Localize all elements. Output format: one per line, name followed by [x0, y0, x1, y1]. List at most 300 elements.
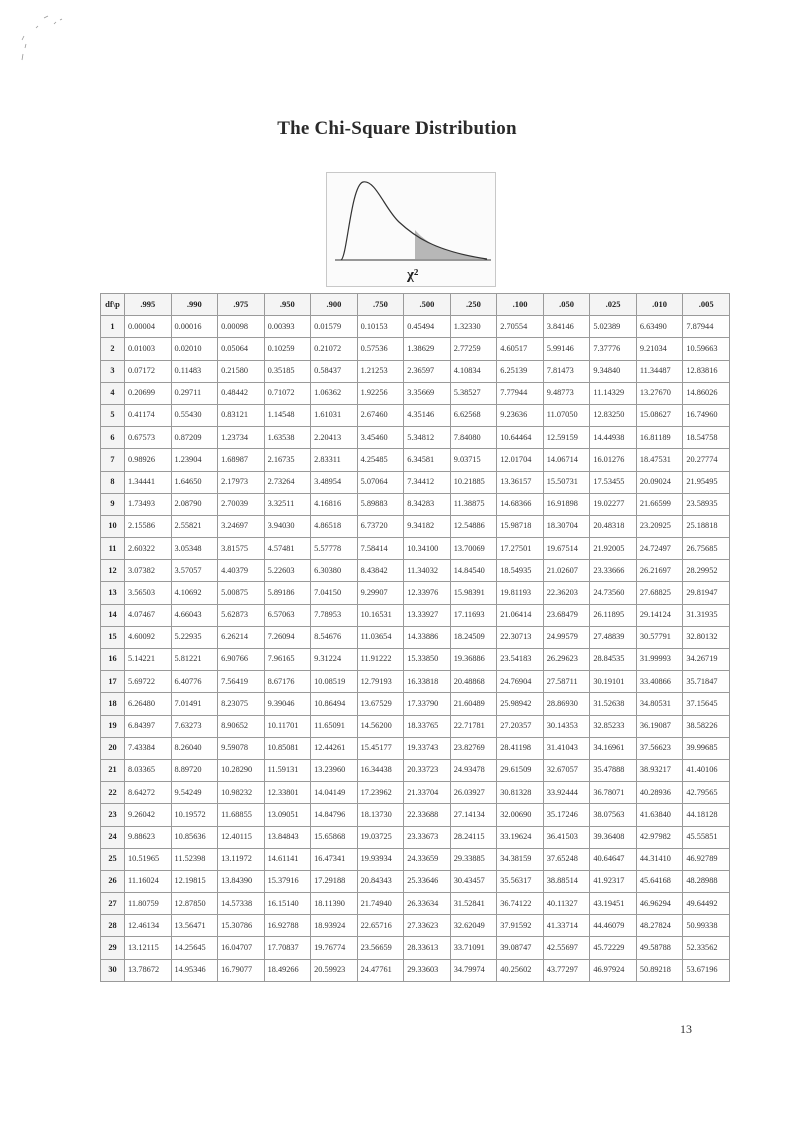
- critical-value-cell: 49.64492: [683, 893, 730, 915]
- table-row: [101, 782, 730, 804]
- critical-value-cell: 34.26719: [683, 649, 730, 671]
- critical-value-cell: 5.89883: [357, 493, 404, 515]
- df-cell: 14: [101, 604, 125, 626]
- critical-value-cell: 23.20925: [636, 515, 683, 537]
- critical-value-cell: 33.19624: [497, 826, 544, 848]
- critical-value-cell: 0.21072: [311, 338, 358, 360]
- critical-value-cell: 6.62568: [450, 404, 497, 426]
- critical-value-cell: 4.60517: [497, 338, 544, 360]
- critical-value-cell: 13.84390: [218, 870, 265, 892]
- critical-value-cell: 1.06362: [311, 382, 358, 404]
- table-row: [101, 715, 730, 737]
- critical-value-cell: 32.80132: [683, 626, 730, 648]
- critical-value-cell: 35.17246: [543, 804, 590, 826]
- critical-value-cell: 31.31935: [683, 604, 730, 626]
- critical-value-cell: 21.33704: [404, 782, 451, 804]
- critical-value-cell: 42.79565: [683, 782, 730, 804]
- critical-value-cell: 10.21885: [450, 471, 497, 493]
- critical-value-cell: 39.08747: [497, 937, 544, 959]
- critical-value-cell: 12.83816: [683, 360, 730, 382]
- critical-value-cell: 16.33818: [404, 671, 451, 693]
- critical-value-cell: 20.27774: [683, 449, 730, 471]
- critical-value-cell: 46.92789: [683, 848, 730, 870]
- df-cell: 17: [101, 671, 125, 693]
- critical-value-cell: 8.90652: [218, 715, 265, 737]
- column-header-p: .025: [590, 294, 637, 316]
- critical-value-cell: 43.19451: [590, 893, 637, 915]
- critical-value-cell: 15.50731: [543, 471, 590, 493]
- critical-value-cell: 15.45177: [357, 737, 404, 759]
- critical-value-cell: 31.41043: [543, 737, 590, 759]
- critical-value-cell: 5.69722: [125, 671, 172, 693]
- df-cell: 3: [101, 360, 125, 382]
- critical-value-cell: 3.24697: [218, 515, 265, 537]
- critical-value-cell: 2.36597: [404, 360, 451, 382]
- df-cell: 5: [101, 404, 125, 426]
- critical-value-cell: 29.61509: [497, 759, 544, 781]
- critical-value-cell: 32.00690: [497, 804, 544, 826]
- critical-value-cell: 10.85081: [264, 737, 311, 759]
- critical-value-cell: 3.48954: [311, 471, 358, 493]
- critical-value-cell: 19.67514: [543, 538, 590, 560]
- table-row: [101, 427, 730, 449]
- critical-value-cell: 14.68366: [497, 493, 544, 515]
- critical-value-cell: 44.46079: [590, 915, 637, 937]
- critical-value-cell: 16.79077: [218, 959, 265, 981]
- critical-value-cell: 12.87850: [171, 893, 218, 915]
- critical-value-cell: 3.45460: [357, 427, 404, 449]
- critical-value-cell: 18.54935: [497, 560, 544, 582]
- critical-value-cell: 23.54183: [497, 649, 544, 671]
- critical-value-cell: 30.81328: [497, 782, 544, 804]
- critical-value-cell: 12.33801: [264, 782, 311, 804]
- critical-value-cell: 9.54249: [171, 782, 218, 804]
- critical-value-cell: 2.70039: [218, 493, 265, 515]
- critical-value-cell: 9.59078: [218, 737, 265, 759]
- chi-square-curve-figure: [326, 172, 496, 287]
- critical-value-cell: 13.78672: [125, 959, 172, 981]
- critical-value-cell: 11.80759: [125, 893, 172, 915]
- critical-value-cell: 3.56503: [125, 582, 172, 604]
- critical-value-cell: 16.15140: [264, 893, 311, 915]
- critical-value-cell: 17.53455: [590, 471, 637, 493]
- critical-value-cell: 13.70069: [450, 538, 497, 560]
- critical-value-cell: 53.67196: [683, 959, 730, 981]
- critical-value-cell: 0.98926: [125, 449, 172, 471]
- df-cell: 24: [101, 826, 125, 848]
- critical-value-cell: 12.19815: [171, 870, 218, 892]
- critical-value-cell: 41.40106: [683, 759, 730, 781]
- critical-value-cell: 4.35146: [404, 404, 451, 426]
- critical-value-cell: 3.57057: [171, 560, 218, 582]
- critical-value-cell: 19.76774: [311, 937, 358, 959]
- critical-value-cell: 23.58935: [683, 493, 730, 515]
- critical-value-cell: 3.05348: [171, 538, 218, 560]
- critical-value-cell: 12.33976: [404, 582, 451, 604]
- critical-value-cell: 14.06714: [543, 449, 590, 471]
- critical-value-cell: 28.33613: [404, 937, 451, 959]
- critical-value-cell: 10.98232: [218, 782, 265, 804]
- critical-value-cell: 23.68479: [543, 604, 590, 626]
- critical-value-cell: 21.60489: [450, 693, 497, 715]
- critical-value-cell: 41.63840: [636, 804, 683, 826]
- critical-value-cell: 21.74940: [357, 893, 404, 915]
- critical-value-cell: 10.59663: [683, 338, 730, 360]
- critical-value-cell: 21.95495: [683, 471, 730, 493]
- critical-value-cell: 37.91592: [497, 915, 544, 937]
- critical-value-cell: 37.15645: [683, 693, 730, 715]
- critical-value-cell: 40.25602: [497, 959, 544, 981]
- table-row: [101, 493, 730, 515]
- critical-value-cell: 46.96294: [636, 893, 683, 915]
- critical-value-cell: 23.56659: [357, 937, 404, 959]
- critical-value-cell: 8.54676: [311, 626, 358, 648]
- critical-value-cell: 11.68855: [218, 804, 265, 826]
- critical-value-cell: 1.38629: [404, 338, 451, 360]
- critical-value-cell: 33.92444: [543, 782, 590, 804]
- critical-value-cell: 22.36203: [543, 582, 590, 604]
- table-row: [101, 404, 730, 426]
- critical-value-cell: 18.49266: [264, 959, 311, 981]
- critical-value-cell: 17.11693: [450, 604, 497, 626]
- df-cell: 6: [101, 427, 125, 449]
- critical-value-cell: 2.83311: [311, 449, 358, 471]
- critical-value-cell: 0.41174: [125, 404, 172, 426]
- critical-value-cell: 10.11701: [264, 715, 311, 737]
- critical-value-cell: 36.19087: [636, 715, 683, 737]
- critical-value-cell: 35.47888: [590, 759, 637, 781]
- critical-value-cell: 10.86494: [311, 693, 358, 715]
- shaded-tail-region: [415, 230, 487, 259]
- df-cell: 26: [101, 870, 125, 892]
- critical-value-cell: 7.58414: [357, 538, 404, 560]
- critical-value-cell: 6.73720: [357, 515, 404, 537]
- critical-value-cell: 0.01003: [125, 338, 172, 360]
- critical-value-cell: 39.36408: [590, 826, 637, 848]
- table-row: [101, 515, 730, 537]
- column-header-p: .010: [636, 294, 683, 316]
- critical-value-cell: 2.60322: [125, 538, 172, 560]
- critical-value-cell: 5.57778: [311, 538, 358, 560]
- critical-value-cell: 28.41198: [497, 737, 544, 759]
- critical-value-cell: 5.22935: [171, 626, 218, 648]
- df-cell: 21: [101, 759, 125, 781]
- critical-value-cell: 19.93934: [357, 848, 404, 870]
- critical-value-cell: 38.88514: [543, 870, 590, 892]
- critical-value-cell: 7.04150: [311, 582, 358, 604]
- critical-value-cell: 5.00875: [218, 582, 265, 604]
- critical-value-cell: 14.95346: [171, 959, 218, 981]
- critical-value-cell: 9.21034: [636, 338, 683, 360]
- critical-value-cell: 1.61031: [311, 404, 358, 426]
- table-row: [101, 338, 730, 360]
- chi-square-table: [100, 293, 730, 982]
- critical-value-cell: 2.20413: [311, 427, 358, 449]
- critical-value-cell: 24.93478: [450, 759, 497, 781]
- critical-value-cell: 0.00098: [218, 316, 265, 338]
- critical-value-cell: 14.84540: [450, 560, 497, 582]
- critical-value-cell: 19.81193: [497, 582, 544, 604]
- critical-value-cell: 12.83250: [590, 404, 637, 426]
- critical-value-cell: 36.41503: [543, 826, 590, 848]
- column-header-p: .950: [264, 294, 311, 316]
- critical-value-cell: 30.57791: [636, 626, 683, 648]
- critical-value-cell: 6.57063: [264, 604, 311, 626]
- critical-value-cell: 5.14221: [125, 649, 172, 671]
- table-row: [101, 804, 730, 826]
- critical-value-cell: 16.47341: [311, 848, 358, 870]
- column-header-df: df\p: [101, 294, 125, 316]
- critical-value-cell: 10.19572: [171, 804, 218, 826]
- critical-value-cell: 27.33623: [404, 915, 451, 937]
- critical-value-cell: 27.68825: [636, 582, 683, 604]
- critical-value-cell: 26.11895: [590, 604, 637, 626]
- critical-value-cell: 36.78071: [590, 782, 637, 804]
- critical-value-cell: 18.33765: [404, 715, 451, 737]
- critical-value-cell: 45.55851: [683, 826, 730, 848]
- critical-value-cell: 26.29623: [543, 649, 590, 671]
- figure-axis-label: χ²: [407, 267, 419, 283]
- critical-value-cell: 5.02389: [590, 316, 637, 338]
- critical-value-cell: 4.66043: [171, 604, 218, 626]
- critical-value-cell: 9.26042: [125, 804, 172, 826]
- critical-value-cell: 1.14548: [264, 404, 311, 426]
- critical-value-cell: 15.37916: [264, 870, 311, 892]
- critical-value-cell: 48.28988: [683, 870, 730, 892]
- critical-value-cell: 34.16961: [590, 737, 637, 759]
- critical-value-cell: 1.21253: [357, 360, 404, 382]
- critical-value-cell: 10.16531: [357, 604, 404, 626]
- critical-value-cell: 26.21697: [636, 560, 683, 582]
- critical-value-cell: 28.86930: [543, 693, 590, 715]
- table-row: [101, 848, 730, 870]
- critical-value-cell: 11.91222: [357, 649, 404, 671]
- critical-value-cell: 0.55430: [171, 404, 218, 426]
- critical-value-cell: 13.09051: [264, 804, 311, 826]
- critical-value-cell: 17.70837: [264, 937, 311, 959]
- critical-value-cell: 0.05064: [218, 338, 265, 360]
- critical-value-cell: 28.24115: [450, 826, 497, 848]
- critical-value-cell: 0.02010: [171, 338, 218, 360]
- critical-value-cell: 23.33673: [404, 826, 451, 848]
- critical-value-cell: 16.74960: [683, 404, 730, 426]
- critical-value-cell: 10.64464: [497, 427, 544, 449]
- critical-value-cell: 9.39046: [264, 693, 311, 715]
- critical-value-cell: 7.01491: [171, 693, 218, 715]
- critical-value-cell: 40.28936: [636, 782, 683, 804]
- table-row: [101, 937, 730, 959]
- critical-value-cell: 15.30786: [218, 915, 265, 937]
- critical-value-cell: 17.23962: [357, 782, 404, 804]
- critical-value-cell: 11.59131: [264, 759, 311, 781]
- df-cell: 22: [101, 782, 125, 804]
- critical-value-cell: 7.77944: [497, 382, 544, 404]
- critical-value-cell: 10.34100: [404, 538, 451, 560]
- df-cell: 8: [101, 471, 125, 493]
- critical-value-cell: 13.67529: [357, 693, 404, 715]
- critical-value-cell: 24.76904: [497, 671, 544, 693]
- critical-value-cell: 19.03725: [357, 826, 404, 848]
- critical-value-cell: 9.34840: [590, 360, 637, 382]
- critical-value-cell: 18.30704: [543, 515, 590, 537]
- df-cell: 9: [101, 493, 125, 515]
- page-number: 13: [680, 1022, 692, 1036]
- critical-value-cell: 6.84397: [125, 715, 172, 737]
- critical-value-cell: 43.77297: [543, 959, 590, 981]
- critical-value-cell: 26.33634: [404, 893, 451, 915]
- critical-value-cell: 24.99579: [543, 626, 590, 648]
- critical-value-cell: 13.33927: [404, 604, 451, 626]
- critical-value-cell: 9.23636: [497, 404, 544, 426]
- critical-value-cell: 25.33646: [404, 870, 451, 892]
- page-title: The Chi-Square Distribution: [277, 118, 517, 139]
- critical-value-cell: 15.65868: [311, 826, 358, 848]
- critical-value-cell: 16.81189: [636, 427, 683, 449]
- critical-value-cell: 1.68987: [218, 449, 265, 471]
- critical-value-cell: 21.66599: [636, 493, 683, 515]
- table-row: [101, 826, 730, 848]
- critical-value-cell: 1.63538: [264, 427, 311, 449]
- critical-value-cell: 16.01276: [590, 449, 637, 471]
- critical-value-cell: 6.63490: [636, 316, 683, 338]
- critical-value-cell: 6.30380: [311, 560, 358, 582]
- critical-value-cell: 0.48442: [218, 382, 265, 404]
- critical-value-cell: 0.00004: [125, 316, 172, 338]
- critical-value-cell: 15.33850: [404, 649, 451, 671]
- table-header-row: [101, 294, 730, 316]
- df-cell: 27: [101, 893, 125, 915]
- critical-value-cell: 0.35185: [264, 360, 311, 382]
- critical-value-cell: 18.47531: [636, 449, 683, 471]
- critical-value-cell: 0.00016: [171, 316, 218, 338]
- table-row: [101, 626, 730, 648]
- critical-value-cell: 5.38527: [450, 382, 497, 404]
- critical-value-cell: 14.25645: [171, 937, 218, 959]
- critical-value-cell: 7.34412: [404, 471, 451, 493]
- critical-value-cell: 27.20357: [497, 715, 544, 737]
- critical-value-cell: 0.10259: [264, 338, 311, 360]
- critical-value-cell: 5.07064: [357, 471, 404, 493]
- critical-value-cell: 18.93924: [311, 915, 358, 937]
- critical-value-cell: 27.14134: [450, 804, 497, 826]
- df-cell: 11: [101, 538, 125, 560]
- critical-value-cell: 1.92256: [357, 382, 404, 404]
- table-row: [101, 538, 730, 560]
- critical-value-cell: 3.32511: [264, 493, 311, 515]
- df-cell: 20: [101, 737, 125, 759]
- table-row: [101, 604, 730, 626]
- critical-value-cell: 34.79974: [450, 959, 497, 981]
- critical-value-cell: 14.56200: [357, 715, 404, 737]
- column-header-p: .975: [218, 294, 265, 316]
- critical-value-cell: 0.57536: [357, 338, 404, 360]
- critical-value-cell: 15.98391: [450, 582, 497, 604]
- critical-value-cell: 24.72497: [636, 538, 683, 560]
- critical-value-cell: 20.33723: [404, 759, 451, 781]
- critical-value-cell: 52.33562: [683, 937, 730, 959]
- df-cell: 16: [101, 649, 125, 671]
- critical-value-cell: 42.55697: [543, 937, 590, 959]
- critical-value-cell: 22.30713: [497, 626, 544, 648]
- critical-value-cell: 48.27824: [636, 915, 683, 937]
- critical-value-cell: 16.34438: [357, 759, 404, 781]
- critical-value-cell: 8.03365: [125, 759, 172, 781]
- critical-value-cell: 10.28290: [218, 759, 265, 781]
- critical-value-cell: 12.44261: [311, 737, 358, 759]
- table-row: [101, 759, 730, 781]
- column-header-p: .995: [125, 294, 172, 316]
- critical-value-cell: 2.73264: [264, 471, 311, 493]
- critical-value-cell: 39.99685: [683, 737, 730, 759]
- critical-value-cell: 40.64647: [590, 848, 637, 870]
- table-row: [101, 582, 730, 604]
- critical-value-cell: 11.34487: [636, 360, 683, 382]
- critical-value-cell: 12.01704: [497, 449, 544, 471]
- critical-value-cell: 22.33688: [404, 804, 451, 826]
- critical-value-cell: 10.08519: [311, 671, 358, 693]
- critical-value-cell: 29.81947: [683, 582, 730, 604]
- critical-value-cell: 11.14329: [590, 382, 637, 404]
- critical-value-cell: 23.82769: [450, 737, 497, 759]
- table-body: [101, 316, 730, 982]
- chi-square-table-container: [100, 293, 730, 982]
- critical-value-cell: 41.33714: [543, 915, 590, 937]
- critical-value-cell: 15.08627: [636, 404, 683, 426]
- critical-value-cell: 3.07382: [125, 560, 172, 582]
- critical-value-cell: 4.16816: [311, 493, 358, 515]
- critical-value-cell: 21.06414: [497, 604, 544, 626]
- critical-value-cell: 5.22603: [264, 560, 311, 582]
- table-row: [101, 471, 730, 493]
- critical-value-cell: 1.64650: [171, 471, 218, 493]
- critical-value-cell: 41.92317: [590, 870, 637, 892]
- critical-value-cell: 37.56623: [636, 737, 683, 759]
- critical-value-cell: 46.97924: [590, 959, 637, 981]
- critical-value-cell: 2.55821: [171, 515, 218, 537]
- column-header-p: .900: [311, 294, 358, 316]
- critical-value-cell: 49.58788: [636, 937, 683, 959]
- critical-value-cell: 36.74122: [497, 893, 544, 915]
- critical-value-cell: 0.07172: [125, 360, 172, 382]
- df-cell: 30: [101, 959, 125, 981]
- critical-value-cell: 38.58226: [683, 715, 730, 737]
- critical-value-cell: 4.57481: [264, 538, 311, 560]
- critical-value-cell: 26.03927: [450, 782, 497, 804]
- critical-value-cell: 20.48318: [590, 515, 637, 537]
- critical-value-cell: 11.03654: [357, 626, 404, 648]
- critical-value-cell: 44.18128: [683, 804, 730, 826]
- critical-value-cell: 14.86026: [683, 382, 730, 404]
- critical-value-cell: 14.84796: [311, 804, 358, 826]
- critical-value-cell: 6.26214: [218, 626, 265, 648]
- critical-value-cell: 44.31410: [636, 848, 683, 870]
- critical-value-cell: 17.29188: [311, 870, 358, 892]
- df-cell: 25: [101, 848, 125, 870]
- df-cell: 13: [101, 582, 125, 604]
- critical-value-cell: 9.88623: [125, 826, 172, 848]
- critical-value-cell: 17.27501: [497, 538, 544, 560]
- critical-value-cell: 11.38875: [450, 493, 497, 515]
- column-header-p: .050: [543, 294, 590, 316]
- critical-value-cell: 19.02277: [590, 493, 637, 515]
- critical-value-cell: 12.54886: [450, 515, 497, 537]
- critical-value-cell: 20.09024: [636, 471, 683, 493]
- critical-value-cell: 0.71072: [264, 382, 311, 404]
- critical-value-cell: 0.67573: [125, 427, 172, 449]
- critical-value-cell: 50.89218: [636, 959, 683, 981]
- critical-value-cell: 50.99338: [683, 915, 730, 937]
- critical-value-cell: 0.11483: [171, 360, 218, 382]
